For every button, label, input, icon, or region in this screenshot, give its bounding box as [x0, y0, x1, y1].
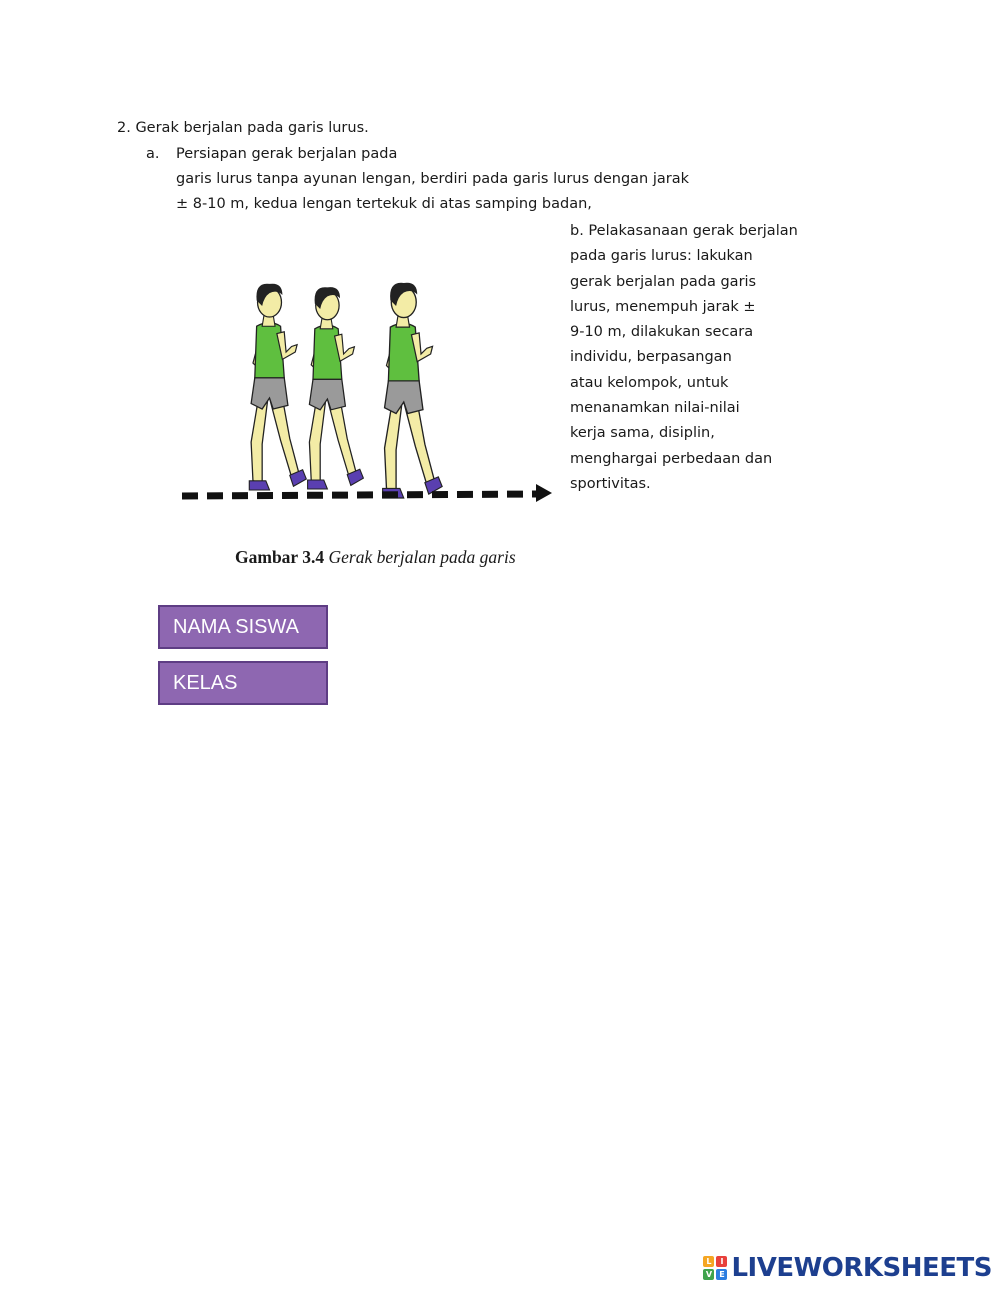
item-b-line: individu, berpasangan [570, 349, 732, 366]
item-a-marker: a. [146, 146, 160, 162]
walker-figure [308, 287, 364, 489]
item-b-line: kerja sama, disiplin, [570, 425, 715, 442]
brand-letter: V [703, 1269, 714, 1280]
brand-letter: E [716, 1269, 727, 1280]
item-b-line: atau kelompok, untuk [570, 374, 729, 391]
caption-label: Gambar 3.4 [235, 547, 325, 567]
walking-illustration [176, 228, 558, 524]
caption-text: Gerak berjalan pada garis [328, 547, 516, 567]
brand-letter: L [703, 1256, 714, 1267]
item-b-line: menghargai perbedaan dan [570, 450, 773, 467]
walker-figure [249, 284, 306, 490]
figure-caption [235, 547, 516, 568]
item-a-line2: garis lurus tanpa ayunan lengan, berdiri pada garis lurus dengan jarak [176, 171, 689, 187]
kelas-field[interactable]: KELAS [158, 661, 328, 705]
item-b-line: b. Pelakasanaan gerak berjalan [570, 223, 798, 239]
item-b-line: pada garis lurus: lakukan [570, 248, 753, 265]
liveworksheets-logo [703, 1253, 992, 1283]
item-b-line: sportivitas. [570, 475, 651, 492]
item-a-line1: Persiapan gerak berjalan pada [176, 146, 398, 162]
item-b-line: gerak berjalan pada garis [570, 273, 757, 290]
walker-figure [383, 283, 443, 498]
item-b-paragraph [570, 219, 810, 497]
brand-letter: I [716, 1256, 727, 1267]
brand-name: LIVEWORKSHEETS [731, 1253, 992, 1283]
item-b-line: 9-10 m, dilakukan secara [570, 324, 754, 341]
item-a-line3: ± 8-10 m, kedua lengan tertekuk di atas samping badan, [176, 196, 592, 212]
item-b-line: menanamkan nilai-nilai [570, 400, 740, 417]
brand-grid-icon [703, 1256, 727, 1280]
item-b-line: lurus, menempuh jarak ± [570, 298, 756, 315]
dashed-arrow-line [182, 484, 552, 502]
nama-siswa-field[interactable]: NAMA SISWA [158, 605, 328, 649]
heading: 2. Gerak berjalan pada garis lurus. [117, 120, 369, 136]
